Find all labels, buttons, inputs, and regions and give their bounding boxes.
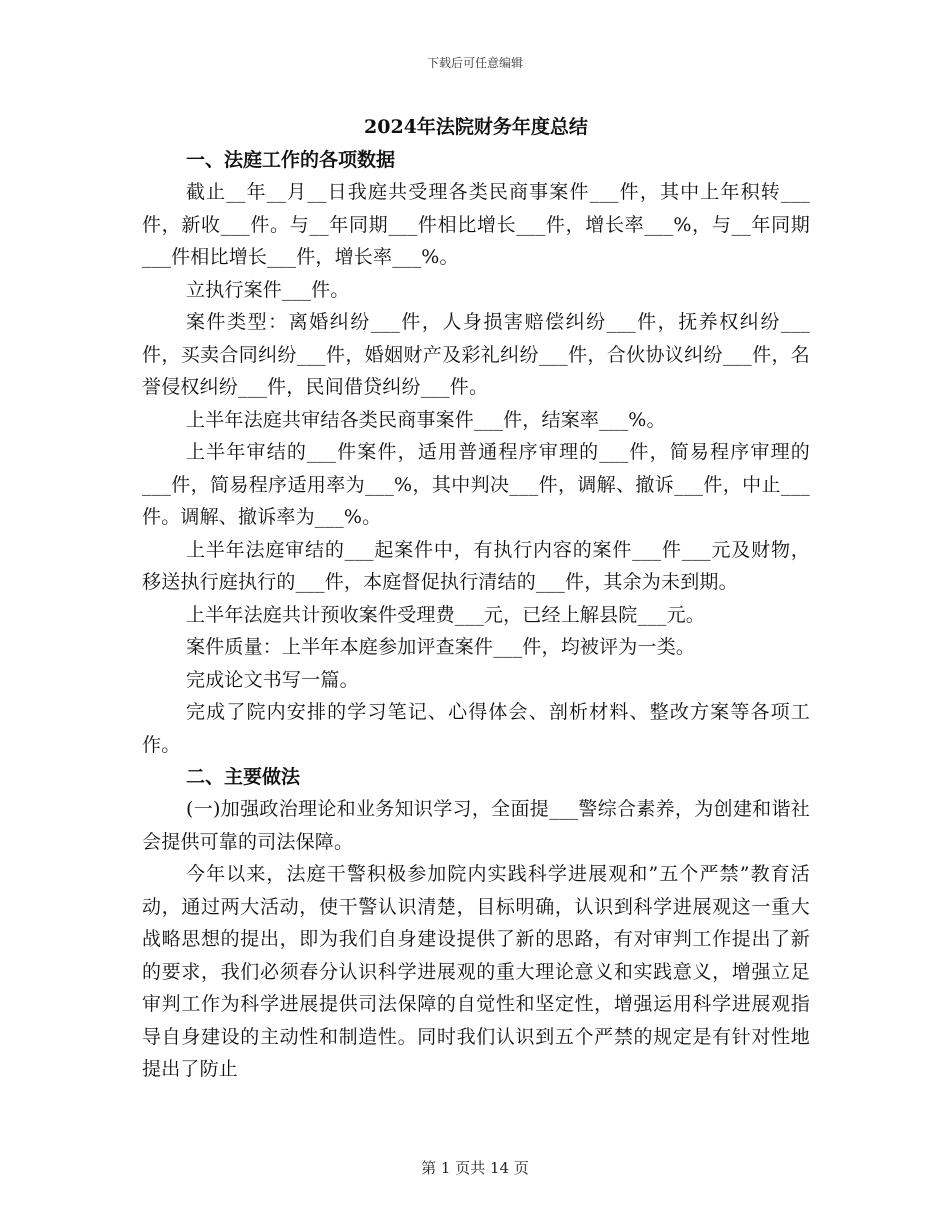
paragraph: (一)加强政治理论和业务知识学习，全面提___警综合素养，为创建和谐社会提供可靠的司法保障。 (142, 798, 810, 853)
section-heading-1: 一、法庭工作的各项数据 (186, 149, 396, 171)
section-heading-2: 二、主要做法 (186, 766, 301, 788)
paragraph: 上半年法庭共计预收案件受理费___元，已经上解县院___元。 (186, 603, 706, 626)
paragraph: 上半年审结的___件案件，适用普通程序审理的___件，简易程序审理的___件，简易程序适用率为___%，其中判决___件，调解、撤诉___件，中止___件。调解、撤诉率为___%。 (142, 441, 810, 528)
paragraph: 上半年法庭审结的___起案件中，有执行内容的案件___件___元及财物，移送执行庭执行的___件，本庭督促执行清结的___件，其余为未到期。 (142, 538, 810, 593)
paragraph: 案件类型：离婚纠纷___件，人身损害赔偿纠纷___件，抚养权纠纷___件，买卖合同纠纷___件，婚姻财产及彩礼纠纷___件，合伙协议纠纷___件，名誉侵权纠纷___件，民间借贷纠纷___件。 (142, 311, 810, 398)
paragraph: 上半年法庭共审结各类民商事案件___件，结案率___%。 (186, 408, 666, 431)
paragraph: 今年以来，法庭干警积极参加院内实践科学进展观和”五个严禁”教育活动，通过两大活动，使干警认识清楚，目标明确，认识到科学进展观这一重大战略思想的提出，即为我们自身建设提供了新的思路，有对审判工作提出了新的要求，我们必须春分认识科学进展观的重大理论意义和实践意义，增强立足审判工作为科学进展提供司法保障的自觉性和坚定性，增强运用科学进展观指导自身建设的主动性和制造性。同时我们认识到五个严禁的规定是有针对性地提出了防止 (142, 863, 810, 1080)
document-body (142, 110, 810, 1086)
paragraph: 截止__年__月__日我庭共受理各类民商事案件___件，其中上年积转___件，新收___件。与__年同期___件相比增长___件，增长率___%，与__年同期___件相比增长___件，增长率___%。 (142, 181, 810, 268)
paragraph: 完成了院内安排的学习笔记、心得体会、剖析材料、整改方案等各项工作。 (142, 701, 810, 756)
document-title: 2024年法院财务年度总结 (364, 116, 588, 138)
page-footer-number: 第 1 页共 14 页 (421, 1159, 529, 1177)
paragraph: 立执行案件___件。 (186, 278, 350, 301)
page-header-note: 下载后可任意编辑 (426, 56, 523, 70)
paragraph: 完成论文书写一篇。 (186, 668, 359, 691)
paragraph: 案件质量：上半年本庭参加评查案件___件，均被评为一类。 (186, 636, 696, 658)
